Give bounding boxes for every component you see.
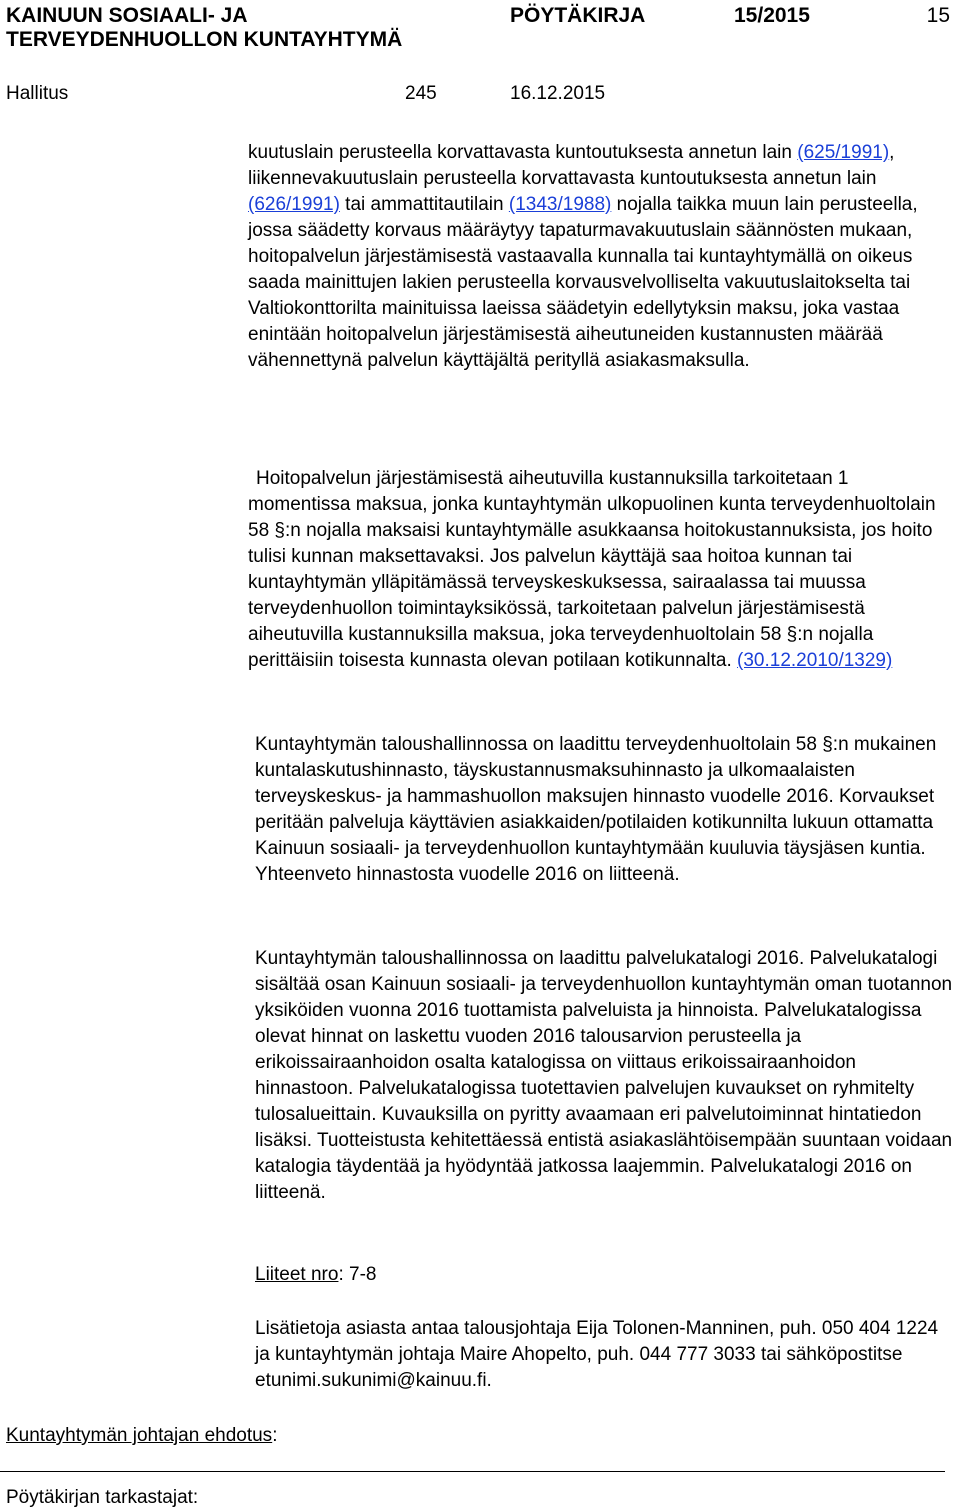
attachments-line (255, 1262, 955, 1288)
body-name: Hallitus (6, 83, 69, 104)
document-number: 15/2015 (734, 4, 810, 27)
item-number: 245 (405, 83, 437, 104)
proposal-label: Kuntayhtymän johtajan ehdotus (6, 1425, 273, 1446)
law-link-1343-1988[interactable]: (1343/1988) (508, 194, 612, 215)
paragraph-care-costs: Hoitopalvelun järjestämisestä aiheutuvilla kustannuksilla tarkoitetaan 1 momentissa maksua, jonka kuntayhtymän ulkopuolinen kunta terveydenhuoltolain 58 §:n nojalla maksaisi kuntayhtymälle asukkaansa hoitokustannuksista, jos hoito tulisi kunnan maksettavaksi. Jos palvelun käyttäjä saa hoitoa kunnan tai kuntayhtymän ylläpitämässä terveyskeskuksessa, sairaalassa tai muussa terveydenhuollon toimintayksikössä, tarkoitetaan palvelun järjestämisestä aiheutuvilla kustannuksilla maksua, joka terveydenhuoltolain 58 §:n nojalla perittäisiin toisesta kunnasta olevan potilaan kotikunnalta. (30.12.2010/1329) (248, 468, 936, 671)
law-link-30-12-2010-1329[interactable]: (30.12.2010/1329) (737, 650, 893, 671)
paragraph-law-reference: kuutuslain perusteella korvattavasta kuntoutuksesta annetun lain (625/1991), liikennevakuutuslain perusteella korvattavasta kuntoutuksesta annetun lain (626/1991) tai ammattitautilain (1343/1988) nojalla taikka muun lain perusteella, jossa säädetty korvaus määräytyy tapaturmavakuutuslain säännösten mukaan, hoitopalvelun järjestämisestä vastaavalla kunnalla tai kuntayhtymällä on oikeus saada mainittujen lakien perusteella korvausvelvolliselta vakuutuslaitokselta tai Valtiokonttorilta mainituissa laeissa säädetyin edellytyksin maksu, joka vastaa enintään hoitopalvelun järjestämisestä aiheutuneiden kustannusten määrää vähennettynä palvelun käyttäjältä perityllä asiakasmaksulla. (248, 142, 918, 371)
organization-name-line1: KAINUUN SOSIAALI- JA (6, 4, 248, 27)
law-link-626-1991[interactable]: (626/1991) (248, 194, 340, 215)
page-number: 15 (926, 4, 950, 27)
attachments-value: : 7-8 (338, 1264, 377, 1285)
meeting-date: 16.12.2015 (510, 83, 606, 104)
attachments-label: Liiteet nro (255, 1264, 339, 1285)
footer-divider (0, 1471, 945, 1472)
proposal-heading: Kuntayhtymän johtajan ehdotus: (6, 1425, 278, 1446)
organization-name-line2: TERVEYDENHUOLLON KUNTAYHTYMÄ (6, 28, 403, 51)
law-link-625-1991[interactable]: (625/1991) (797, 142, 890, 163)
paragraph-price-list: Kuntayhtymän taloushallinnossa on laadittu terveydenhuoltolain 58 §:n mukainen kuntalaskutushinnasto, täyskustannusmaksuhinnasto ja ulkomaalaisten terveyskeskus- ja hammashuollon maksujen hinnasto vuodelle 2016. Korvaukset peritään palveluja käyttävien asiakkaiden/potilaiden kotikunnilta lukuun ottamatta Kainuun sosiaali- ja terveydenhuollon kuntayhtymään kuuluvia täysjäsen kuntia. Yhteenveto hinnastosta vuodelle 2016 on liitteenä. (255, 734, 937, 885)
organization-name (6, 4, 402, 52)
document-type: PÖYTÄKIRJA (510, 4, 646, 27)
paragraph-contact-info: Lisätietoja asiasta antaa talousjohtaja Eija Tolonen-Manninen, puh. 050 404 1224 ja kuntayhtymän johtaja Maire Ahopelto, puh. 044 777 3033 tai sähköpostitse etunimi.sukunimi@kainuu.fi. (255, 1318, 939, 1391)
minutes-checkers-label: Pöytäkirjan tarkastajat: (6, 1487, 199, 1508)
paragraph-service-catalog: Kuntayhtymän taloushallinnossa on laadittu palvelukatalogi 2016. Palvelukatalogi sisältää osan Kainuun sosiaali- ja terveydenhuollon kuntayhtymän oman tuotannon yksiköiden vuonna 2016 tuottamista palveluista ja hinnoista. Palvelukatalogissa olevat hinnat on laskettu vuoden 2016 talousarvion perusteella ja erikoissairaanhoidon osalta katalogissa on viittaus erikoissairaanhoidon hinnastoon. Palvelukatalogissa tuotettavien palvelujen kuvaukset on ryhmitelty tulosalueittain. Kuvauksilla on pyritty avaamaan eri palvelutoiminnat hintatiedon lisäksi. Tuotteistusta kehitettäessä entistä asiakaslähtöisempään suuntaan voidaan katalogia täydentää ja hyödyntää jatkossa laajemmin. Palvelukatalogi 2016 on liitteenä. (255, 948, 953, 1203)
